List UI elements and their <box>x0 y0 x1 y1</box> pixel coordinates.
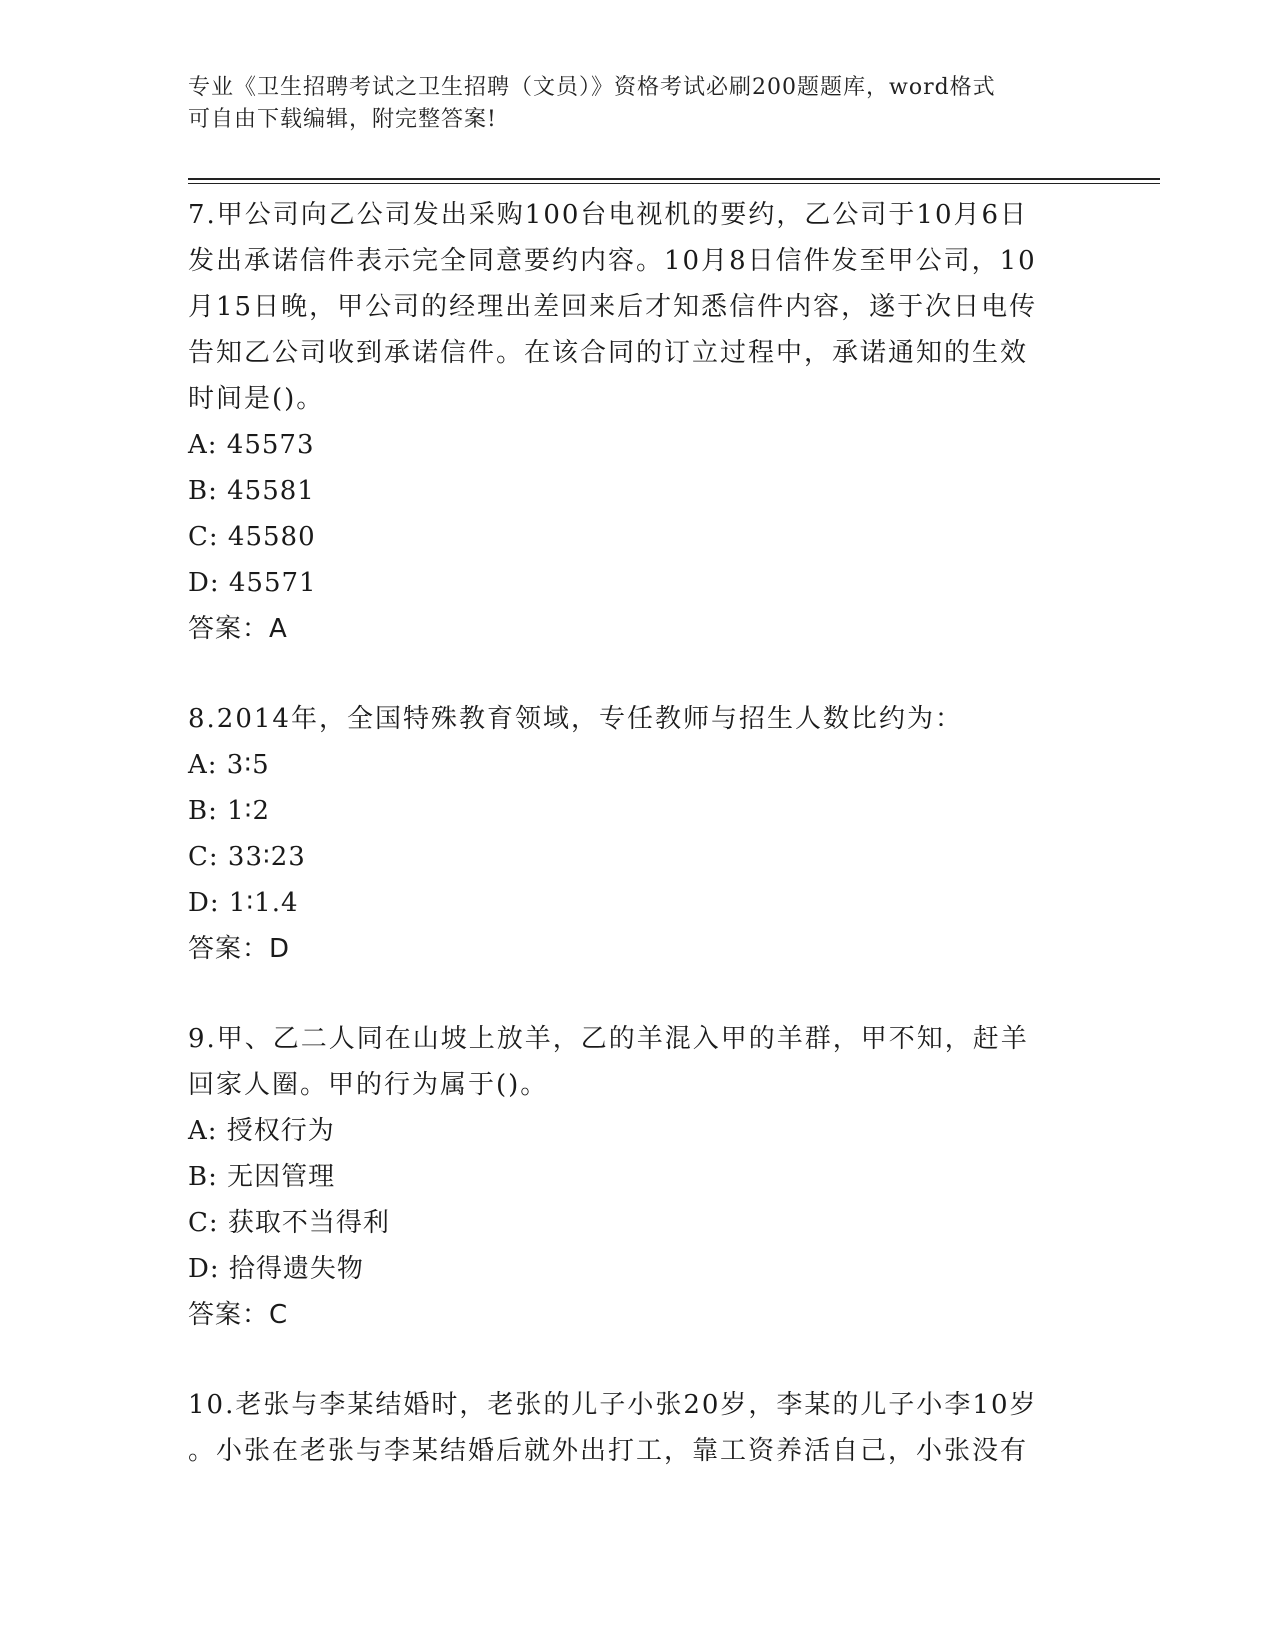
question-7 <box>188 192 1078 652</box>
question-8-line-1: 8.2014年，全国特殊教育领域，专任教师与招生人数比约为： <box>188 704 963 734</box>
question-9-option-a: A: 授权行为 <box>188 1116 335 1146</box>
question-9-line-1: 9.甲、乙二人同在山坡上放羊，乙的羊混入甲的羊群，甲不知，赶羊 <box>188 1024 1029 1054</box>
header-divider-thin <box>188 183 1160 184</box>
question-10 <box>188 1382 1078 1474</box>
question-7-line-3: 月15日晚，甲公司的经理出差回来后才知悉信件内容，遂于次日电传 <box>188 292 1038 322</box>
question-7-option-b: B: 45581 <box>188 476 315 506</box>
question-7-answer: 答案：A <box>188 614 288 644</box>
question-7-line-1: 7.甲公司向乙公司发出采购100台电视机的要约，乙公司于10月6日 <box>188 200 1029 230</box>
question-7-line-4: 告知乙公司收到承诺信件。在该合同的订立过程中，承诺通知的生效 <box>188 338 1029 368</box>
header-divider-thick <box>188 178 1160 180</box>
question-8 <box>188 696 1078 972</box>
question-10-line-2: 。小张在老张与李某结婚后就外出打工，靠工资养活自己，小张没有 <box>188 1436 1029 1466</box>
question-7-option-d: D: 45571 <box>188 568 317 598</box>
header-line-2: 可自由下载编辑，附完整答案! <box>188 107 497 132</box>
question-list <box>188 192 1078 1474</box>
question-9-option-c: C: 获取不当得利 <box>188 1208 390 1238</box>
question-spacer <box>188 652 1078 696</box>
question-spacer <box>188 1338 1078 1382</box>
question-9-option-d: D: 拾得遗失物 <box>188 1254 364 1284</box>
question-9-answer: 答案：C <box>188 1300 289 1330</box>
question-7-line-2: 发出承诺信件表示完全同意要约内容。10月8日信件发至甲公司，10 <box>188 246 1037 276</box>
question-7-option-c: C: 45580 <box>188 522 316 552</box>
question-8-option-c: C: 33∶23 <box>188 842 306 872</box>
header-line-1: 专业《卫生招聘考试之卫生招聘（文员）》资格考试必刷200题题库，word格式 <box>188 75 996 100</box>
question-7-line-5: 时间是()。 <box>188 384 325 414</box>
question-9-option-b: B: 无因管理 <box>188 1162 336 1192</box>
question-8-answer: 答案：D <box>188 934 291 964</box>
question-7-option-a: A: 45573 <box>188 430 315 460</box>
question-8-option-d: D: 1∶1.4 <box>188 888 299 918</box>
question-8-option-b: B: 1∶2 <box>188 796 270 826</box>
document-header <box>188 72 1068 136</box>
question-spacer <box>188 972 1078 1016</box>
question-10-line-1: 10.老张与李某结婚时，老张的儿子小张20岁，李某的儿子小李10岁 <box>188 1390 1038 1420</box>
question-9-line-2: 回家人圈。甲的行为属于()。 <box>188 1070 549 1100</box>
question-8-option-a: A: 3∶5 <box>188 750 270 780</box>
question-9 <box>188 1016 1078 1338</box>
